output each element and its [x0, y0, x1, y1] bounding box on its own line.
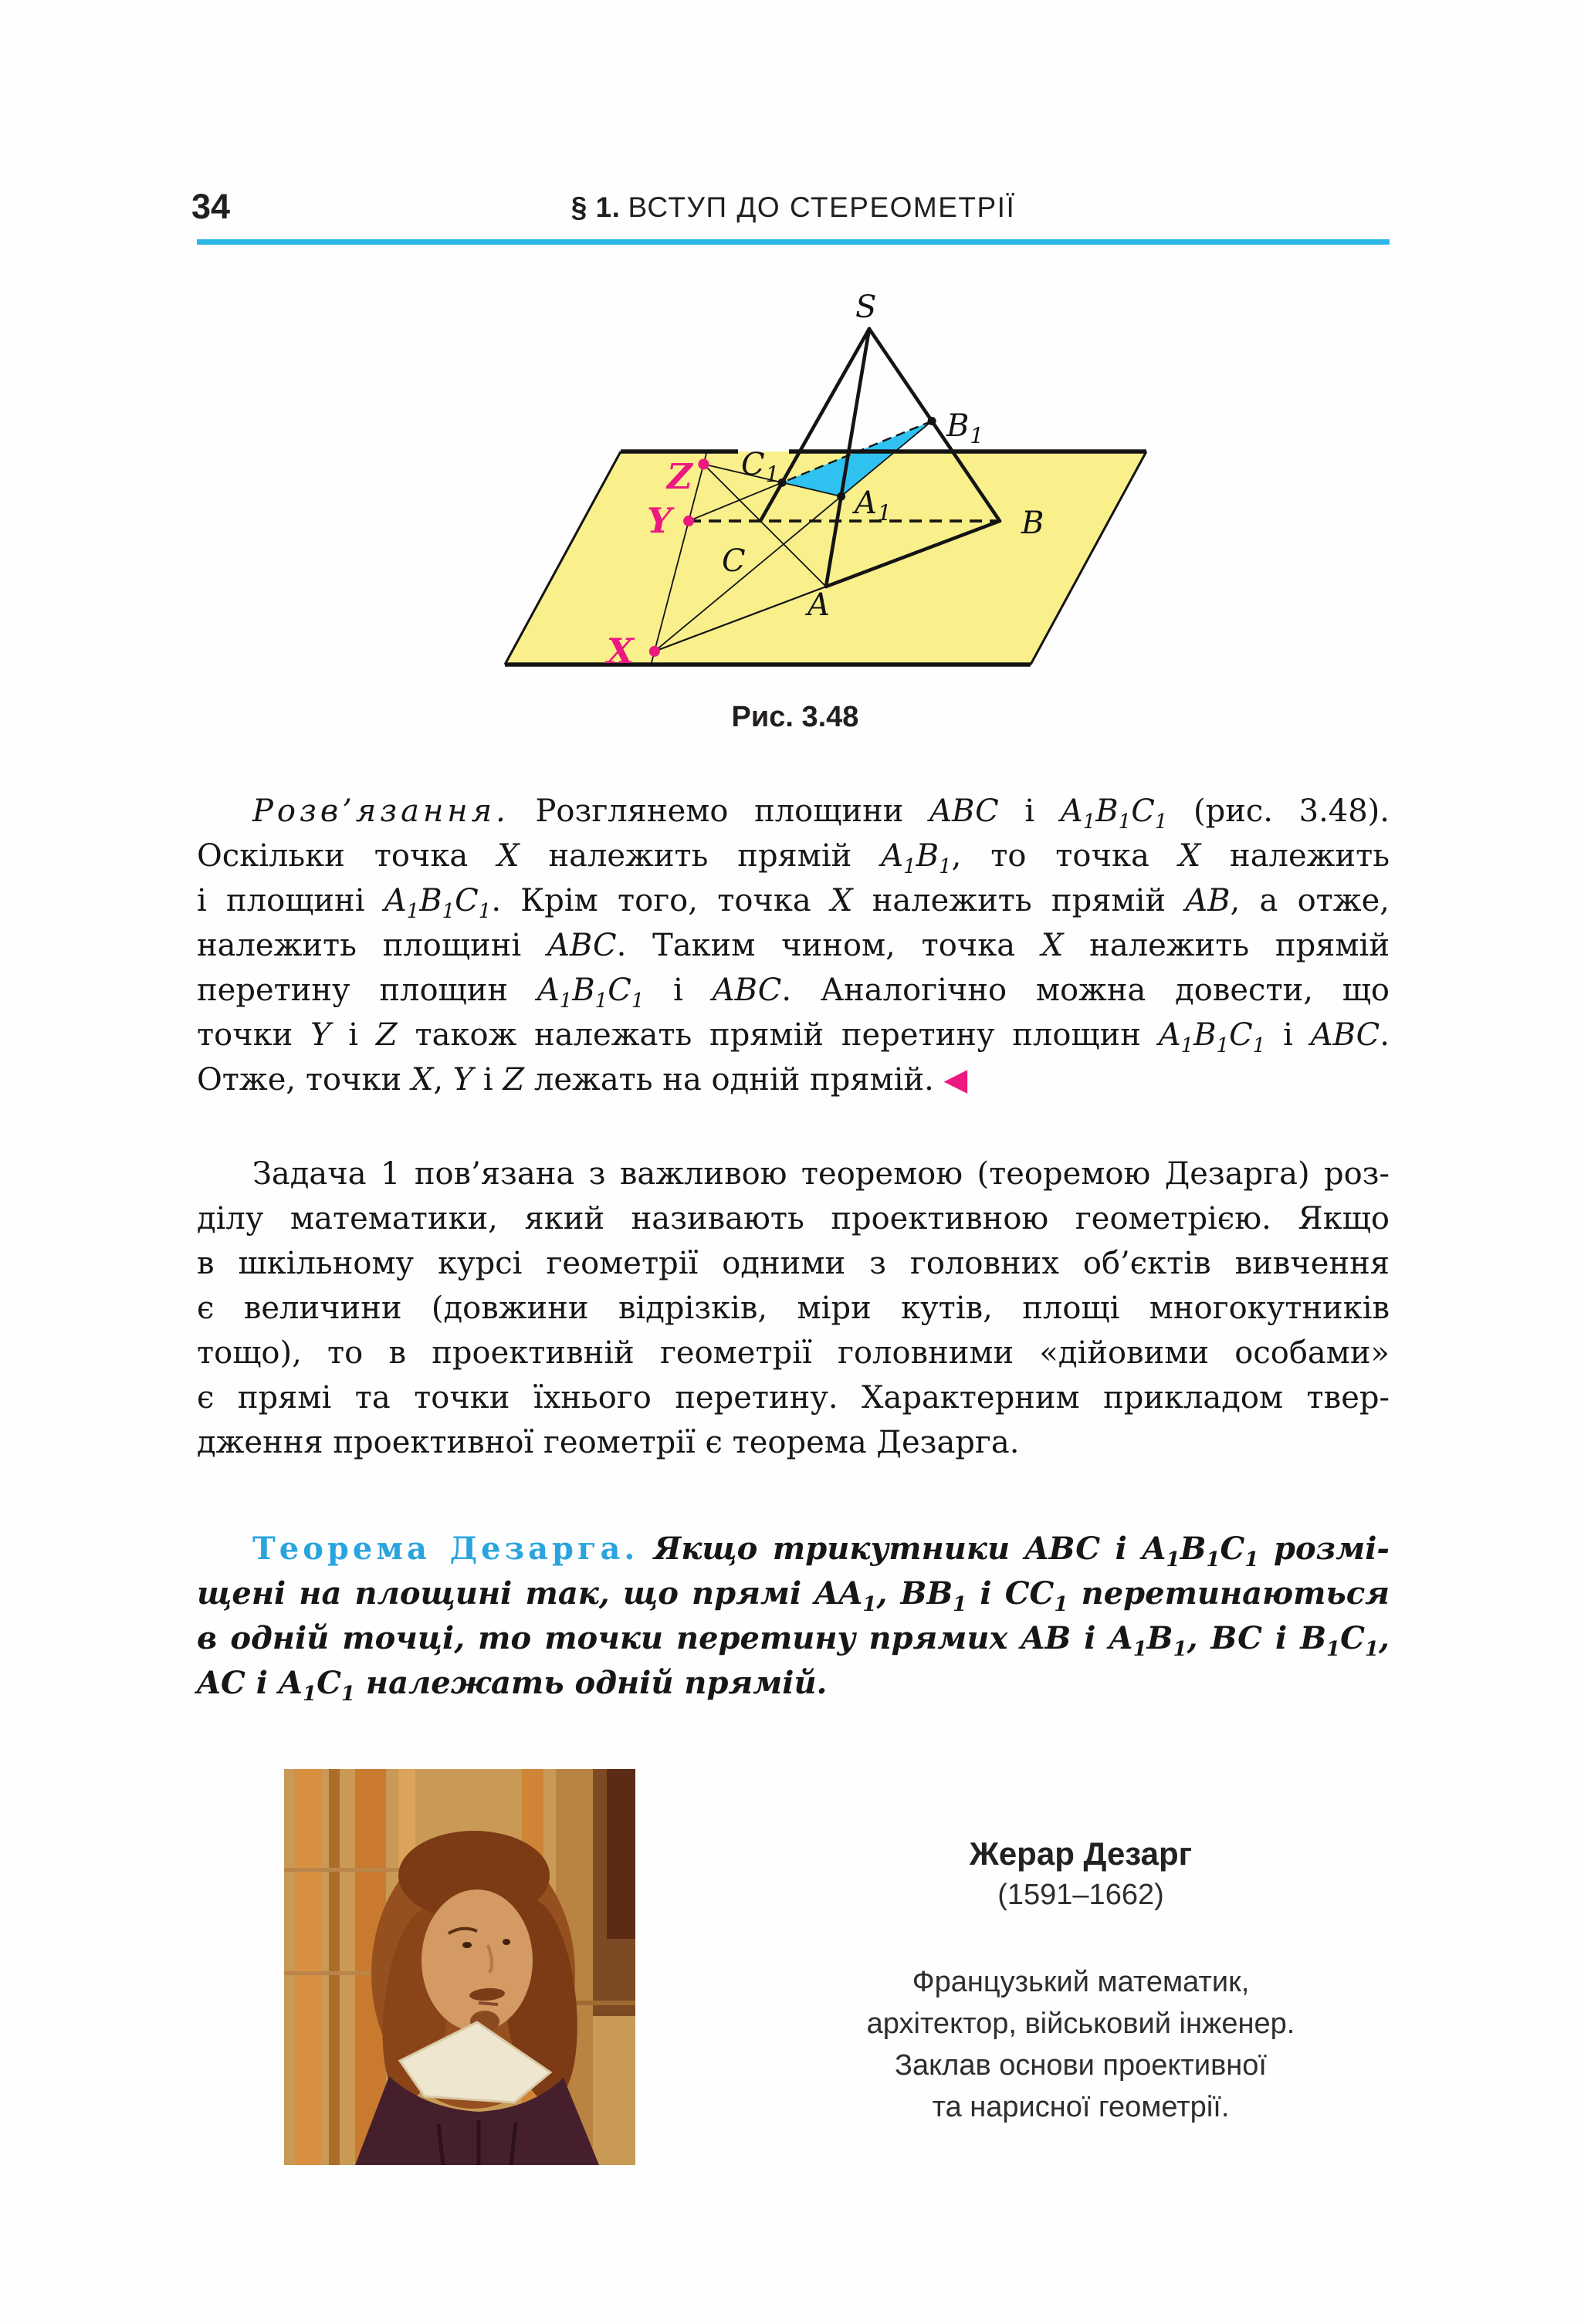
solution-paragraph	[197, 789, 1390, 1102]
text-line: щені на площині так, що прямі $AA_1$, $BB_1$ і $CC_1$ перетинаються	[197, 1575, 1390, 1616]
bio-years: (1591–1662)	[997, 1879, 1164, 1911]
text-line: Задача 1 пов’язана з важливою теоремою (теоремою Дезарга) роз-	[252, 1156, 1390, 1192]
text-line: Отже, точки X, Y і Z лежать на одній прямій. ◀	[197, 1062, 968, 1098]
discussion-paragraph	[197, 1152, 1390, 1465]
text-line: перетину площин $A_1B_1C_1$ і ABC. Аналогічно можна довести, що	[197, 973, 1390, 1013]
figure-caption: Рис. 3.48	[731, 701, 859, 733]
text-line: архітектор, військовий інженер.	[866, 2008, 1295, 2040]
text-line: Розв’язання. Розглянемо площини ABC і $A_1B_1C_1$ (рис. 3.48).	[252, 793, 1390, 834]
label-x: X	[607, 631, 634, 671]
text-line: є величини (довжини відрізків, міри кутів, площі многокутників	[197, 1291, 1390, 1326]
text-line: Теорема Дезарга. Якщо трикутники ABC і $A_1B_1C_1$ розмі-	[252, 1531, 1390, 1571]
label-b1: $B_1$	[946, 408, 984, 448]
desargues-portrait-image	[284, 1769, 635, 2165]
text-line: точки Y і Z також належать прямій перетину площин $A_1B_1C_1$ і ABC.	[197, 1017, 1390, 1057]
bio-name: Жерар Дезарг	[969, 1835, 1193, 1872]
text-line: ділу математики, який називають проективною геометрією. Якщо	[197, 1201, 1390, 1236]
text-line: в шкільному курсі геометрії одними з головних об’єктів вивчення	[197, 1246, 1390, 1281]
text-line: Французький математик,	[912, 1966, 1250, 1998]
text-line: тощо), то в проективній геометрії головними «дійовими особами»	[197, 1335, 1390, 1371]
section-title: ВСТУП ДО СТЕРЕОМЕТРІЇ	[628, 191, 1016, 223]
text-line: та нарисної геометрії.	[932, 2091, 1230, 2123]
text-line: в одній точці, то точки перетину прямих AB і $A_1B_1$, BC і $B_1C_1$,	[197, 1620, 1390, 1661]
label-y: Y	[647, 500, 672, 541]
figure-3-48	[432, 266, 1158, 683]
section-header	[197, 191, 1390, 224]
bio-description	[772, 1961, 1390, 2128]
section-label: § 1.	[570, 191, 621, 223]
point-x	[649, 646, 660, 657]
bio-block	[772, 1835, 1390, 2128]
label-s: S	[855, 289, 877, 325]
label-c1: $C_1$	[741, 447, 780, 487]
label-b: B	[1021, 506, 1044, 541]
text-line: і площині $A_1B_1C_1$. Крім того, точка X належить прямій AB, а отже,	[197, 883, 1390, 923]
text-line: Оскільки точка X належить прямій $A_1B_1$, то точка X належить	[197, 838, 1390, 878]
point-z	[698, 458, 709, 469]
label-z: Z	[667, 456, 692, 497]
header-rule	[197, 239, 1390, 245]
page-number: 34	[191, 187, 231, 226]
text-line: Заклав основи проективної	[895, 2049, 1267, 2082]
text-line: належить площині ABC. Таким чином, точка X належить прямій	[197, 928, 1390, 963]
label-a1: $A_1$	[855, 485, 892, 526]
label-a: A	[807, 587, 830, 623]
point-a1	[837, 492, 845, 501]
desargues-theorem-paragraph	[197, 1527, 1390, 1706]
label-c: C	[722, 543, 746, 579]
point-b1	[928, 417, 936, 425]
text-line: AC і $A_1C_1$ належать одній прямій.	[197, 1665, 828, 1706]
text-line: дження проективної геометрії є теорема Дезарга.	[197, 1425, 1020, 1460]
point-y	[683, 516, 694, 526]
text-line: є прямі та точки їхнього перетину. Характерним прикладом твер-	[197, 1380, 1390, 1416]
